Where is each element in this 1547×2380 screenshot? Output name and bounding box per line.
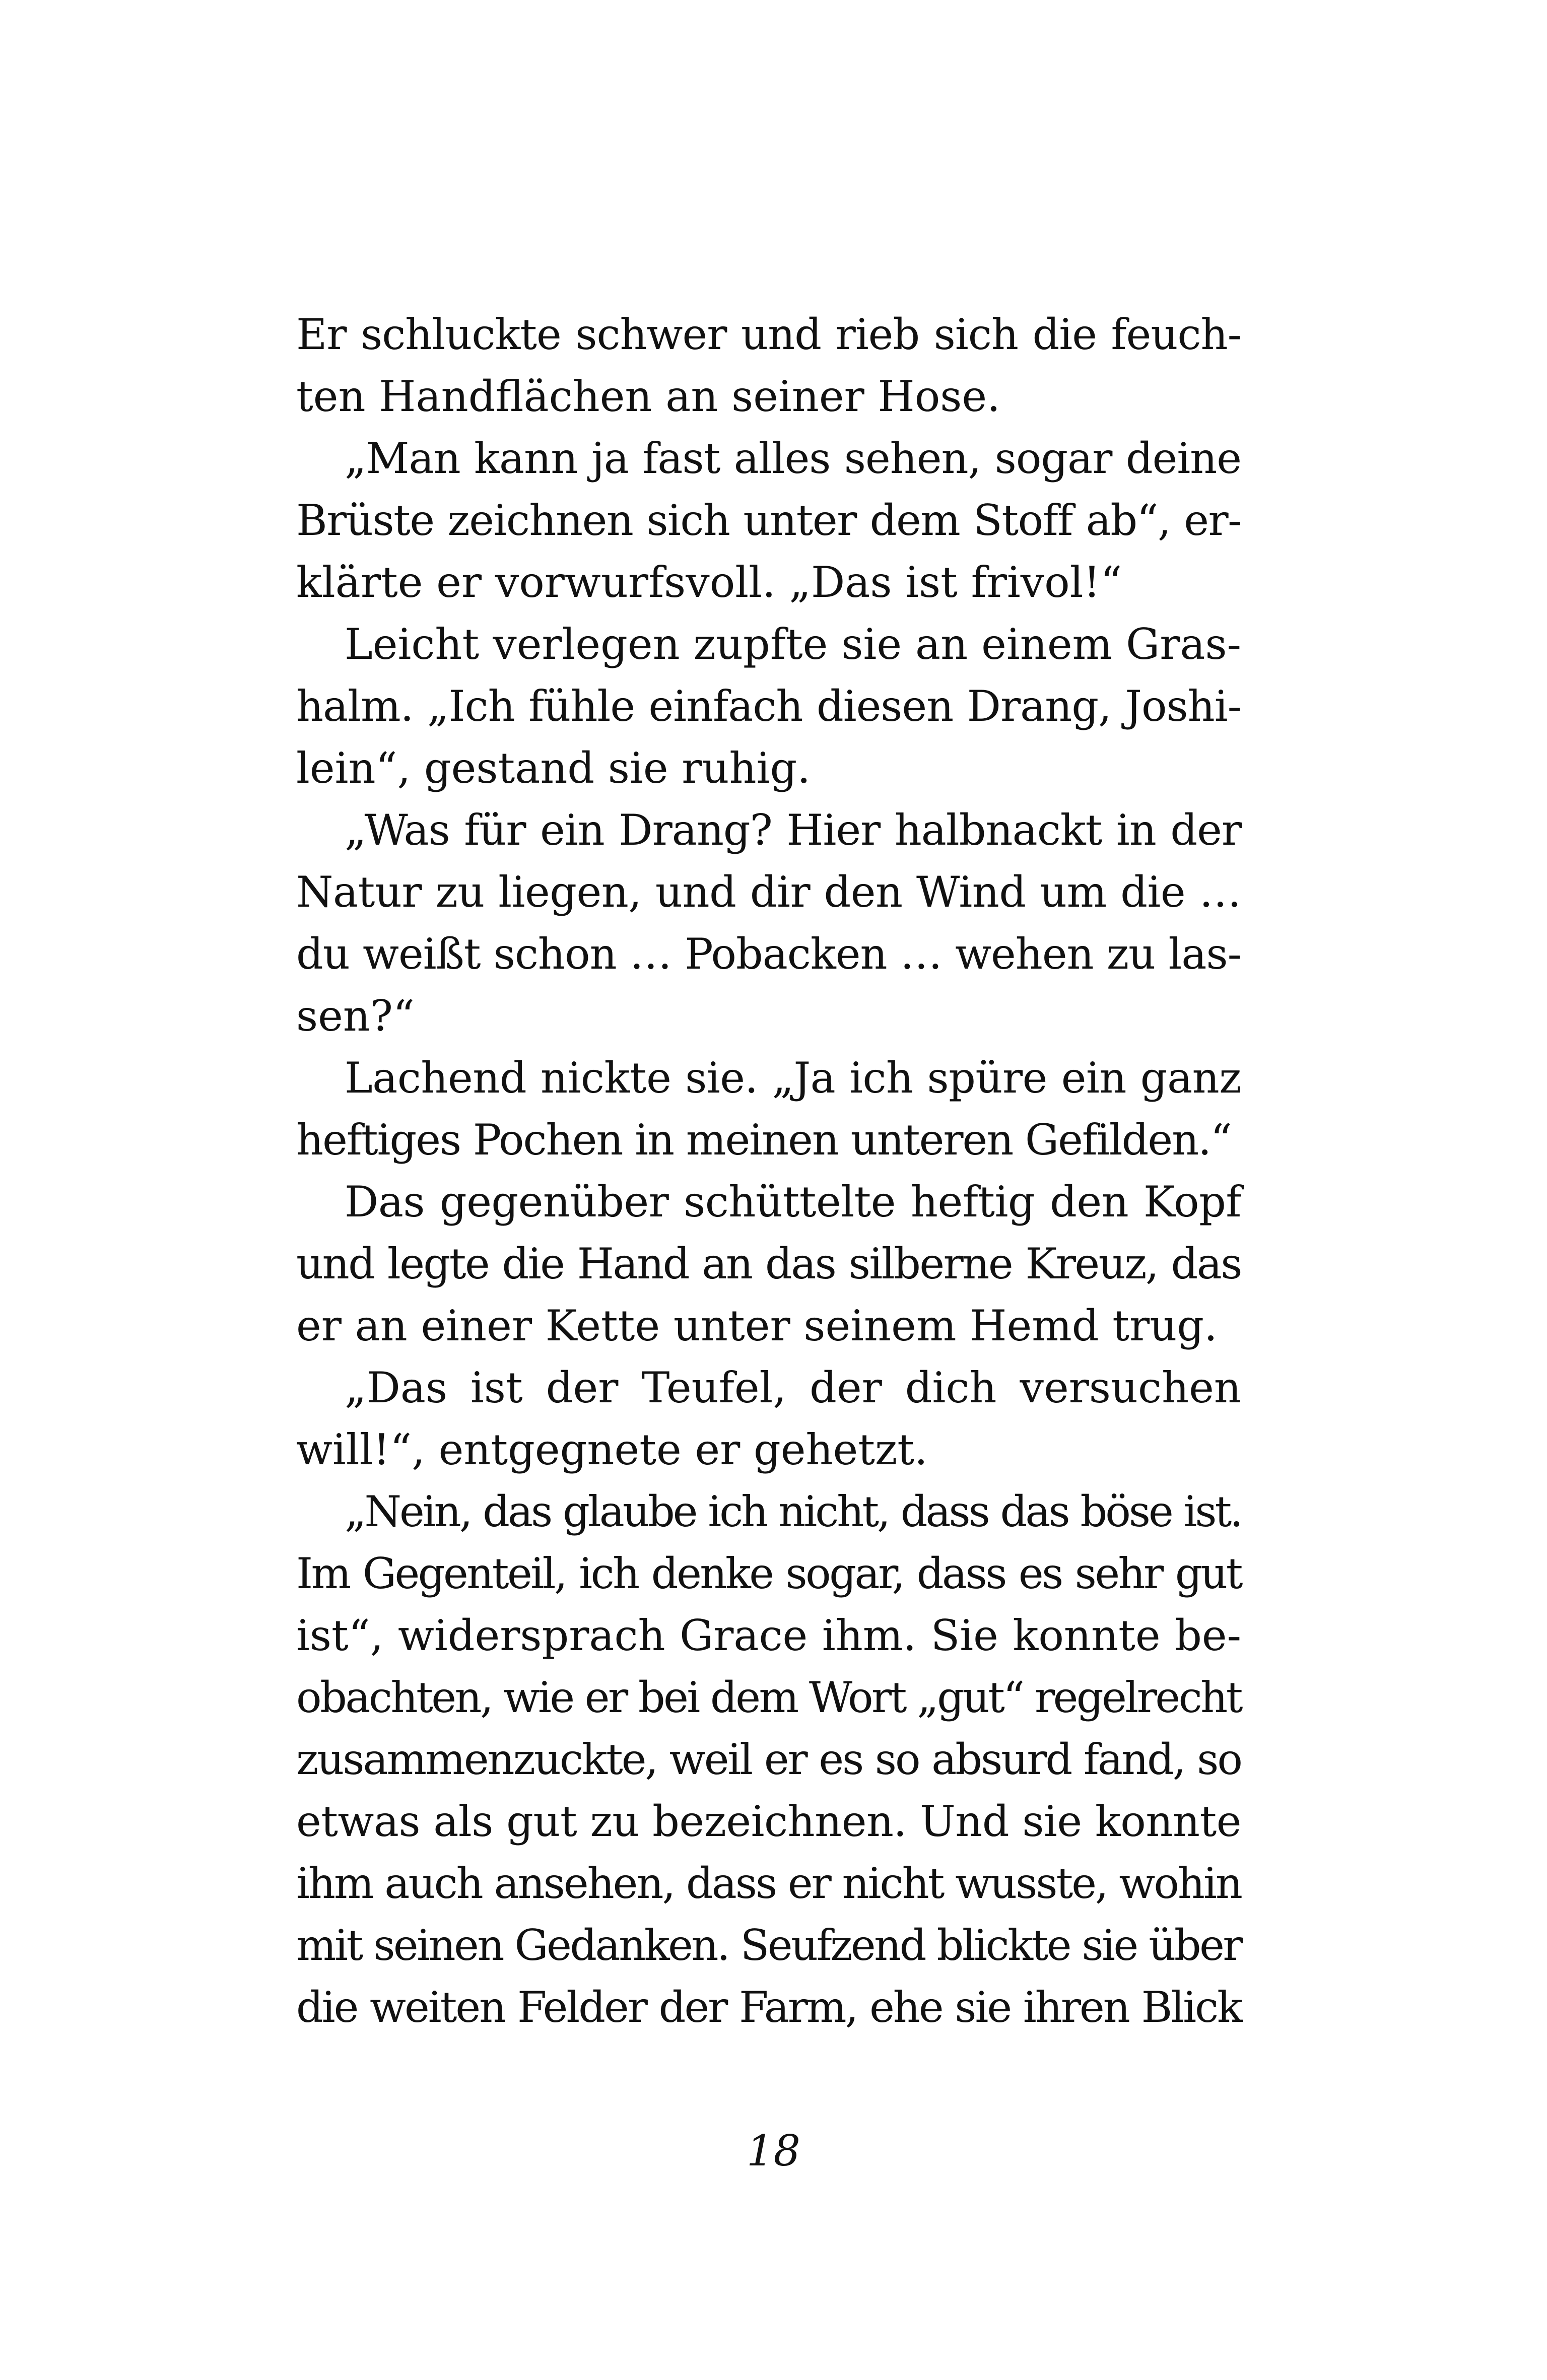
text-line: obachten, wie er bei dem Wort „gut“ regelrecht	[296, 1673, 1241, 1722]
text-line: Er schluckte schwer und rieb sich die feuch-	[296, 310, 1241, 359]
text-line: lein“, gestand sie ruhig.	[296, 743, 811, 793]
text-line: mit seinen Gedanken. Seufzend blickte sie über	[296, 1921, 1241, 1970]
text-line: „Was für ein Drang? Hier halbnackt in der	[345, 805, 1241, 855]
text-line: und legte die Hand an das silberne Kreuz, das	[296, 1239, 1241, 1288]
text-line: ihm auch ansehen, dass er nicht wusste, wohin	[296, 1859, 1241, 1908]
text-line: Leicht verlegen zupfte sie an einem Gras-	[345, 620, 1241, 669]
body-text	[296, 304, 1241, 2038]
text-line: sen?“	[296, 991, 415, 1041]
text-line: Natur zu liegen, und dir den Wind um die …	[296, 867, 1241, 917]
text-line: er an einer Kette unter seinem Hemd trug.	[296, 1301, 1218, 1350]
text-line: will!“, entgegnete er gehetzt.	[296, 1425, 928, 1474]
page-number: 18	[747, 2126, 800, 2175]
text-line: klärte er vorwurfsvoll. „Das ist frivol!“	[296, 558, 1122, 607]
text-line: ten Handflächen an seiner Hose.	[296, 372, 1000, 421]
text-line: zusammenzuckte, weil er es so absurd fand, so	[296, 1735, 1241, 1784]
text-line: ist“, widersprach Grace ihm. Sie konnte be-	[296, 1611, 1241, 1660]
text-line: Das gegenüber schüttelte heftig den Kopf	[345, 1177, 1241, 1227]
text-line: Im Gegenteil, ich denke sogar, dass es sehr gut	[296, 1549, 1241, 1598]
text-line: etwas als gut zu bezeichnen. Und sie konnte	[296, 1797, 1241, 1846]
text-line: heftiges Pochen in meinen unteren Gefilden.“	[296, 1115, 1231, 1165]
text-line: „Nein, das glaube ich nicht, dass das böse ist.	[345, 1487, 1241, 1536]
text-line: „Man kann ja fast alles sehen, sogar deine	[345, 434, 1241, 483]
text-line: Lachend nickte sie. „Ja ich spüre ein ganz	[345, 1053, 1241, 1103]
text-line: die weiten Felder der Farm, ehe sie ihren Blick	[296, 1983, 1241, 2032]
text-line: halm. „Ich fühle einfach diesen Drang, Joshi-	[296, 682, 1241, 731]
text-line: Brüste zeichnen sich unter dem Stoff ab“, er-	[296, 496, 1241, 545]
text-line: du weißt schon … Pobacken … wehen zu las-	[296, 929, 1241, 979]
text-line: „Das ist der Teufel, der dich versuchen	[345, 1363, 1241, 1412]
